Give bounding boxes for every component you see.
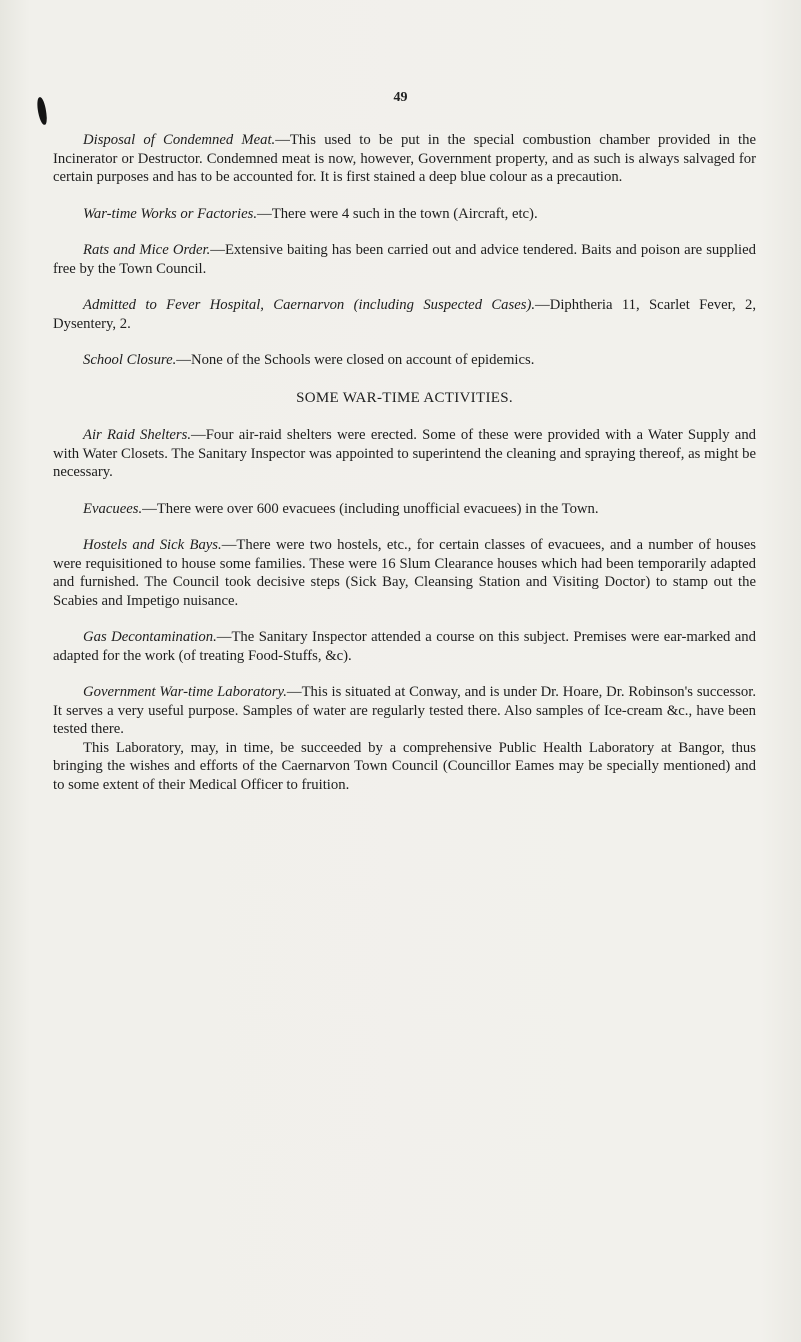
paragraph-laboratory-continuation: This Laboratory, may, in time, be succeeded by a comprehensive Public Health Laboratory at Bangor, thus bringing the wishes and efforts of the Caernarvon Town Council (Councillor Eames may be specially mentioned) and to some extent of their Medical Officer to fruition. <box>53 739 756 793</box>
paragraph-condemned-meat <box>53 131 756 187</box>
paragraph-text: —None of the Schools were closed on account of epidemics. <box>176 352 535 368</box>
paragraph-evacuees <box>53 500 756 519</box>
paragraph-heading: Admitted to Fever Hospital, Caernarvon (including Suspected Cases). <box>83 297 536 313</box>
paragraph-war-time-works <box>53 205 756 224</box>
paragraph-laboratory <box>53 683 756 739</box>
paragraph-air-raid-shelters <box>53 426 756 482</box>
paragraph-heading: Gas Decontamination. <box>83 629 217 645</box>
paragraph-text: —The Sanitary Inspector attended a course on this subject. Premises were ear-marked and adapted for the work (of treating Food-Stuffs, &c). <box>53 629 756 664</box>
paragraph-hostels-sick-bays <box>53 536 756 610</box>
paragraph-heading: Air Raid Shelters. <box>83 427 192 443</box>
paragraph-text: —This used to be put in the special combustion chamber provided in the Incinerator or Destructor. Condemned meat is now, however, Government property, and as such is always salvaged for certain purposes and has to be accounted for. It is first stained a deep blue colour as a precaution. <box>53 132 756 185</box>
paragraph-rats-mice <box>53 241 756 278</box>
paragraph-heading: Evacuees. <box>83 500 143 517</box>
paragraph-heading: School Closure. <box>83 352 177 368</box>
paragraph-heading: Disposal of Condemned Meat. <box>83 132 276 148</box>
paragraph-gas-decontamination <box>53 628 756 665</box>
paragraph-text: —There were 4 such in the town (Aircraft, etc). <box>257 205 538 222</box>
paragraph-fever-hospital <box>53 296 756 333</box>
paragraph-text: —There were two hostels, etc., for certain classes of evacuees, and a number of houses were requisitioned to house some families. These were 16 Slum Clearance houses which had been temporarily adapted and furnished. The Council took decisive steps (Sick Bay, Cleansing Station and Visiting Doctor) to stamp out the Scabies and Impetigo nuisance. <box>53 537 756 609</box>
paragraph-heading: War-time Works or Factories. <box>83 205 258 222</box>
paragraph-school-closure <box>53 351 756 370</box>
paragraph-text: —Diphtheria 11, Scarlet Fever, 2, Dysentery, 2. <box>53 297 756 332</box>
paragraph-heading: Rats and Mice Order. <box>83 242 211 258</box>
section-heading: SOME WAR-TIME ACTIVITIES. <box>296 389 513 406</box>
paragraph-text: —This is situated at Conway, and is under Dr. Hoare, Dr. Robinson's successor. It serves a very useful purpose. Samples of water are regularly tested there. Also samples of Ice-cream &c., have been tested there. <box>53 684 756 737</box>
paragraph-text: —Four air-raid shelters were erected. Some of these were provided with a Water Supply and with Water Closets. The Sanitary Inspector was appointed to superintend the cleaning and spraying thereof, as might be necessary. <box>53 427 757 480</box>
document-body <box>53 131 756 794</box>
page-number: 49 <box>393 90 408 105</box>
paragraph-heading: Government War-time Laboratory. <box>83 684 287 700</box>
paragraph-heading: Hostels and Sick Bays. <box>83 537 222 553</box>
paragraph-text: —Extensive baiting has been carried out and advice tendered. Baits and poison are supplied free by the Town Council. <box>53 242 756 277</box>
paragraph-text: —There were over 600 evacuees (including unofficial evacuees) in the Town. <box>142 500 599 517</box>
